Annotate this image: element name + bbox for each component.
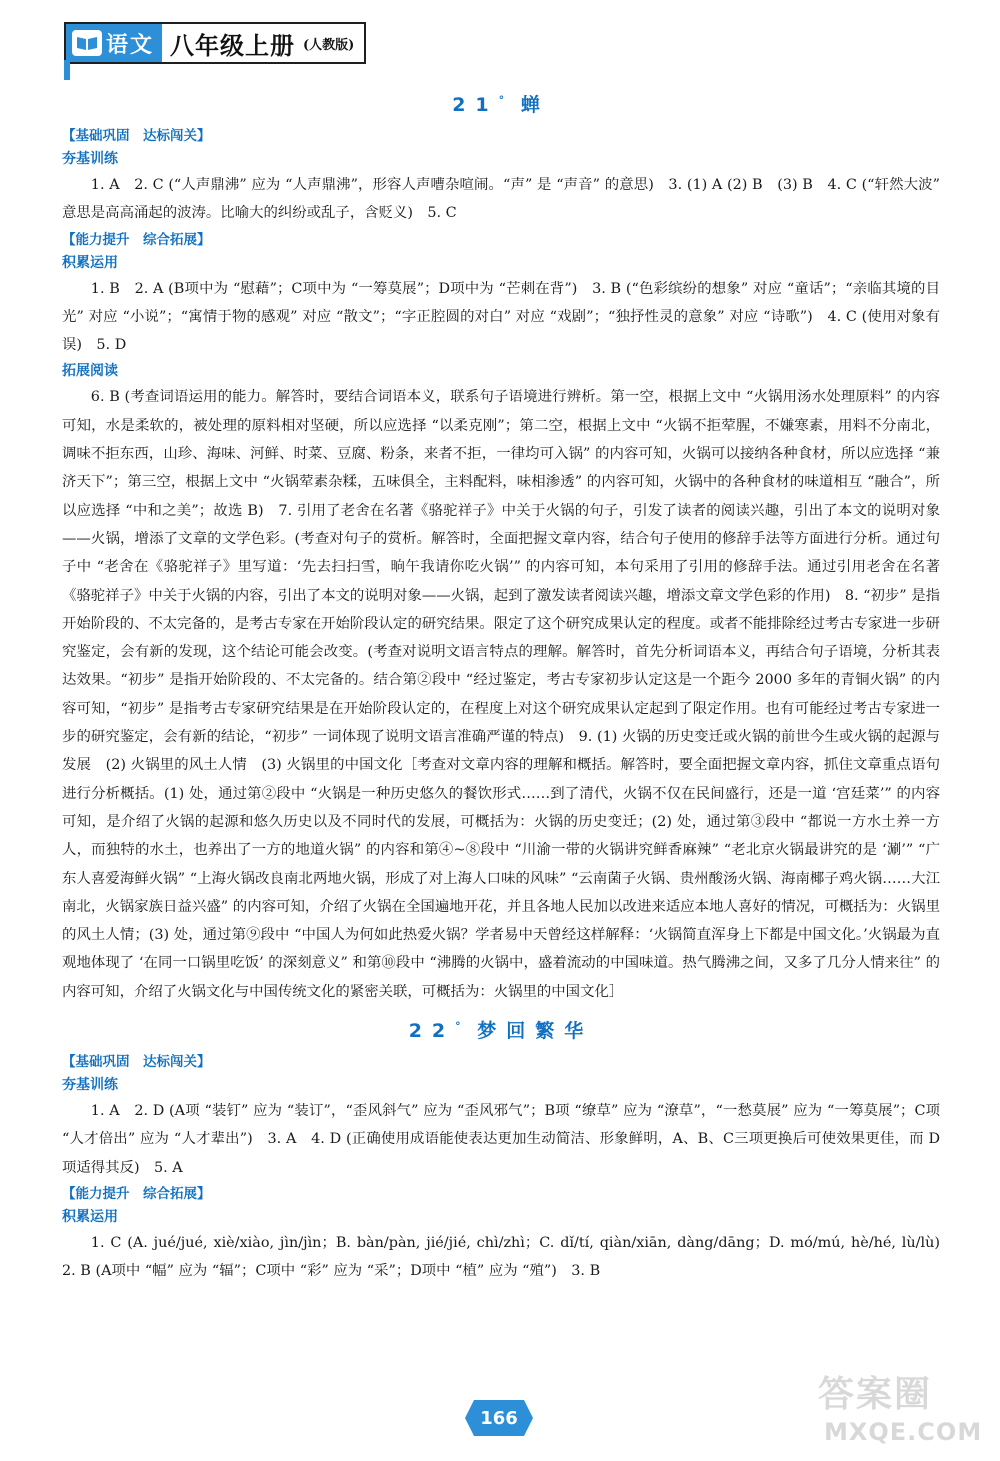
subsection-heading: 夯基训练 — [62, 1077, 118, 1094]
answer-paragraph: 1. A 2. D (A项 “装钉” 应为 “装订”，“歪风斜气” 应为 “歪风邪气”；B项 “缭草” 应为 “潦草”，“一愁莫展” 应为 “一筹莫展”；C项 “人才倍出” 应为 “人才辈出”) 3. A 4. D (正确使用成语能使表达更加生动简洁、形象鲜明，A、B、C三项更换后可使效果更佳，而 D项适得其反) 5. A — [62, 1103, 940, 1176]
page-number-badge — [464, 1398, 534, 1438]
edition-label: (人教版) — [303, 37, 355, 53]
subject-badge — [66, 24, 162, 62]
subsection-heading: 拓展阅读 — [62, 363, 118, 380]
answer-paragraph: 1. B 2. A (B项中为 “慰藉”；C项中为 “一筹莫展”；D项中为 “芒刺在背”) 3. B (“色彩缤纷的想象” 对应 “童话”；“亲临其境的目光” 对应 “小说”；“寓情于物的感观” 对应 “散文”；“字正腔圆的对白” 对应 “戏剧”；“独抒性灵的意象” 对应 “诗歌”) 4. C (使用对象有误) 5. D — [62, 280, 940, 354]
header-accent-band — [64, 60, 70, 80]
subsection-heading: 积累运用 — [62, 1208, 118, 1225]
subject-label: 语文 — [106, 32, 155, 58]
section-title-21: 21° 蝉 — [452, 93, 550, 116]
answer-paragraph: 1. C (A. jué/jué, xiè/xiào, jìn/jìn；B. bàn/pàn, jié/jié, chì/zhì；C. dǐ/tí, qiàn/xiān, dàng/dāng；D. mó/mú, hè/hé, lù/lù) 2. B (A项中 “幅” 应为 “辐”；C项中 “彩” 应为 “采”；D项中 “植” 应为 “殖”) 3. B — [62, 1234, 955, 1280]
page-number: 166 — [480, 1407, 518, 1429]
watermark-url: MXQE.COM — [824, 1418, 983, 1446]
subsection-heading: 夯基训练 — [62, 151, 118, 167]
watermark-logo-text: 答案圈 — [818, 1374, 933, 1415]
section-number: 21 — [452, 94, 499, 116]
category-tag: 【能力提升 综合拓展】 — [62, 1185, 211, 1202]
site-watermark — [810, 1366, 988, 1456]
book-icon — [72, 30, 102, 56]
answer-paragraph: 1. A 2. C (“人声鼎沸” 应为 “人声鼎沸”，形容人声嘈杂喧闹。“声” 是 “声音” 的意思) 3. (1) A (2) B (3) B 4. C (“轩然大波” 意思是高高涌起的波涛。比喻大的纠纷或乱子，含贬义) 5. C — [62, 177, 940, 222]
section-name: 梦回繁华 — [477, 1020, 594, 1043]
section-number: 22 — [408, 1020, 456, 1043]
book-header — [64, 22, 366, 64]
category-tag: 【基础巩固 达标闯关】 — [62, 1054, 211, 1071]
category-tag: 【基础巩固 达标闯关】 — [62, 128, 211, 144]
answer-paragraph: 6. B (考查词语运用的能力。解答时，要结合词语本义，联系句子语境进行辨析。第一空，根据上文中 “火锅用汤水处理原料” 的内容可知，水是柔软的，被处理的原料相对坚硬，所以应选择 “以柔克刚”；第二空，根据上文中 “火锅不拒荤腥，不嫌寒素，用料不分南北，调味不拒东西，山珍、海味、河鲜、时菜、豆腐、粉条，来者不拒，一律均可入锅” 的内容可知，火锅可以接纳各种食材，所以应选择 “兼济天下”；第三空，根据上文中 “火锅荤素杂糅，五味俱全，主料配料，味相渗透” 的内容可知，火锅中的各种食材的味道相互 “融合”，所以应选择 “中和之美”；故选 B) 7. 引用了老舍在名著《骆驼祥子》中关于火锅的句子，引发了读者的阅读兴趣，引出了本文的说明对象——火锅，增添了文章的文学色彩。(考查对句子的赏析。解答时，全面把握文章内容，结合句子使用的修辞手法等方面进行分析。通过句子中 “老舍在《骆驼祥子》里写道：‘先去扫扫雪，晌午我请你吃火锅’” 的内容可知，本句采用了引用的修辞手法。通过引用老舍在名著《骆驼祥子》中关于火锅的内容，引出了本文的说明对象——火锅，起到了激发读者阅读兴趣，增添文章文学色彩的作用) 8. “初步” 是指开始阶段的、不太完备的，是考古专家在开始阶段认定的研究结果。限定了这个研究成果认定的程度。或者不能排除经过考古专家进一步研究鉴定，会有新的发现，这个结论可能会改变。(考查对说明文语言特点的理解。解答时，首先分析词语本义，再结合句子语境，分析其表达效果。“初步” 是指开始阶段的、不太完备的。结合第②段中 “经过鉴定，考古专家初步认定这是一个距今 2000 多年的青铜火锅” 的内容可知，“初步” 是指考古专家研究结果是在开始阶段认定的，在程度上对这个研究成果认定起到了限定作用。也有可能经过考古专家进一步的研究鉴定，会有新的结论，“初步” 一词体现了说明文语言准确严谨的特点) 9. (1) 火锅的历史变迁或火锅的前世今生或火锅的起源与发展 (2) 火锅里的风土人情 (3) 火锅里的中国文化［考查对文章内容的理解和概括。解答时，要全面把握文章内容，抓住文章重点语句进行分析概括。(1) 处，通过第②段中 “火锅是一种历史悠久的餐饮形式……到了清代，火锅不仅在民间盛行，还是一道 ‘宫廷菜’” 的内容可知，是介绍了火锅的起源和悠久历史以及不同时代的发展，可概括为：火锅的历史变迁；(2) 处，通过第③段中 “都说一方水土养一方人，而独特的水土，也养出了一方的地道火锅” 的内容和第④~⑧段中 “川渝一带的火锅讲究鲜香麻辣” “老北京火锅最讲究的是 ‘涮’” “广东人喜爱海鲜火锅” “上海火锅改良南北两地火锅，形成了对上海人口味的风味” “云南菌子火锅、贵州酸汤火锅、海南椰子鸡火锅……大江南北，火锅家族日益兴盛” 的内容可知，介绍了火锅在全国遍地开花，并且各地人民加以改进来适应本地人喜好的情况，可概括为：火锅里的风土人情；(3) 处，通过第⑨段中 “中国人为何如此热爱火锅？学者易中天曾经这样解释：‘火锅简直浑身上下都是中国文化。’火锅最为直观地体现了 ‘在同一口锅里吃饭’ 的深刻意义” 和第⑩段中 “沸腾的火锅中，盛着流动的中国味道。热气腾沸之间，又多了几分人情来往” 的内容可知，介绍了火锅文化与中国传统文化的紧密关联，可概括为：火锅里的中国文化］ — [62, 389, 940, 1000]
answer-content — [62, 88, 955, 1286]
section-title-22: 22° 梦回繁华 — [408, 1019, 594, 1043]
subsection-heading: 积累运用 — [62, 254, 118, 271]
category-tag: 【能力提升 综合拓展】 — [62, 231, 211, 248]
section-name: 蝉 — [520, 94, 550, 116]
grade-label: 八年级上册 — [170, 30, 296, 60]
